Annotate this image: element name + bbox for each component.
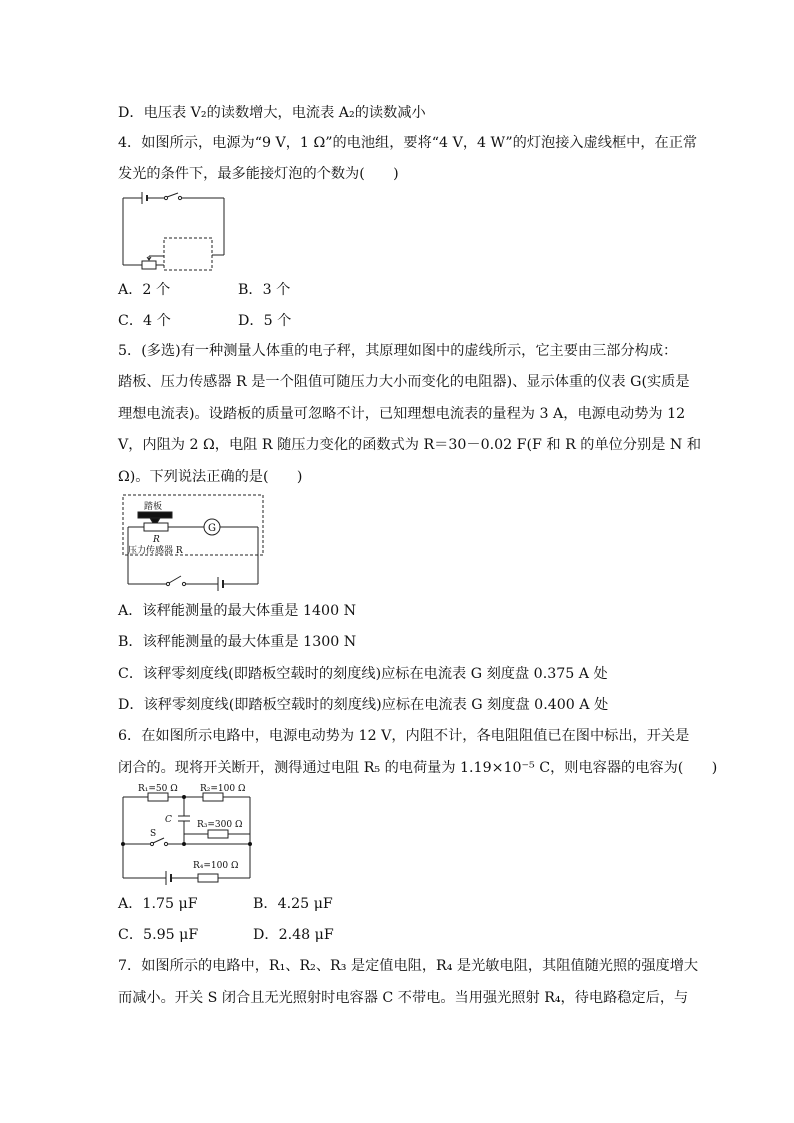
q6-option-d: D．2.48 μF xyxy=(253,927,334,943)
q5-stem-line3: 理想电流表)。设踏板的质量可忽略不计，已知理想电流表的量程为 3 A，电源电动势为 12 xyxy=(118,406,686,422)
q5-stem-line4: V，内阻为 2 Ω，电阻 R 随压力变化的函数式为 R＝30－0.02 F(F 和 R 的单位分别是 N 和 xyxy=(118,437,702,453)
q4-circuit-diagram xyxy=(118,190,230,272)
q5-fig-sensor-label: 压力传感器 R xyxy=(128,546,183,556)
q5-option-c: C．该秤零刻度线(即踏板空载时的刻度线)应标在电流表 G 刻度盘 0.375 A 处 xyxy=(118,666,608,682)
q4-option-d: D．5 个 xyxy=(238,313,292,329)
q6-fig-r3-label: R₃=300 Ω xyxy=(197,820,243,830)
q7-stem-line2: 而减小。开关 S 闭合且无光照射时电容器 C 不带电。当用强光照射 R₄，待电路稳定后，与 xyxy=(118,990,689,1006)
q4-option-a: A．2 个 xyxy=(118,282,171,298)
q7-stem-line1: 7．如图所示的电路中，R₁、R₂、R₃ 是定值电阻，R₄ 是光敏电阻，其阻值随光照的强度增大 xyxy=(118,958,699,974)
q4-option-c: C．4 个 xyxy=(118,313,171,329)
q5-fig-r-label: R xyxy=(153,535,160,545)
q6-fig-r2-label: R₂=100 Ω xyxy=(200,784,246,794)
q6-circuit-diagram xyxy=(118,782,258,888)
q6-fig-r4-label: R₄=100 Ω xyxy=(193,861,239,871)
q4-option-b: B．3 个 xyxy=(238,282,291,298)
q5-stem-line1: 5．(多选)有一种测量人体重的电子秤，其原理如图中的虚线所示，它主要由三部分构成： xyxy=(118,343,678,359)
q5-fig-pedal-label: 踏板 xyxy=(144,502,163,512)
q6-fig-c-label: C xyxy=(165,815,172,825)
q5-stem-line2: 踏板、压力传感器 R 是一个阻值可随压力大小而变化的电阻器)、显示体重的仪表 G(实质是 xyxy=(118,374,690,390)
q5-option-b: B．该秤能测量的最大体重是 1300 N xyxy=(118,634,357,650)
q5-scale-circuit-diagram xyxy=(118,492,268,592)
q4-stem-line2: 发光的条件下，最多能接灯泡的个数为( ) xyxy=(118,166,399,182)
q3-option-d: D．电压表 V₂的读数增大，电流表 A₂的读数减小 xyxy=(118,105,426,121)
q4-stem-line1: 4．如图所示，电源为“9 V，1 Ω”的电池组，要将“4 V，4 W”的灯泡接入虚线框中，在正常 xyxy=(118,135,698,151)
q5-stem-line5: Ω)。下列说法正确的是( ) xyxy=(118,469,303,485)
q6-fig-s-label: S xyxy=(150,829,157,839)
q5-option-a: A．该秤能测量的最大体重是 1400 N xyxy=(118,603,357,619)
q6-stem-line1: 6．在如图所示电路中，电源电动势为 12 V，内阻不计，各电阻阻值已在图中标出，开关是 xyxy=(118,728,690,744)
q6-option-a: A．1.75 μF xyxy=(118,896,198,912)
q6-stem-line2: 闭合的。现将开关断开，测得通过电阻 R₅ 的电荷量为 1.19×10⁻⁵ C，则电容器的电容为( ) xyxy=(118,760,718,776)
q6-option-c: C．5.95 μF xyxy=(118,927,199,943)
q5-option-d: D．该秤零刻度线(即踏板空载时的刻度线)应标在电流表 G 刻度盘 0.400 A 处 xyxy=(118,697,609,713)
q6-fig-r1-label: R₁=50 Ω xyxy=(138,784,178,794)
q6-option-b: B．4.25 μF xyxy=(253,896,333,912)
q5-fig-g-label: G xyxy=(208,523,216,534)
